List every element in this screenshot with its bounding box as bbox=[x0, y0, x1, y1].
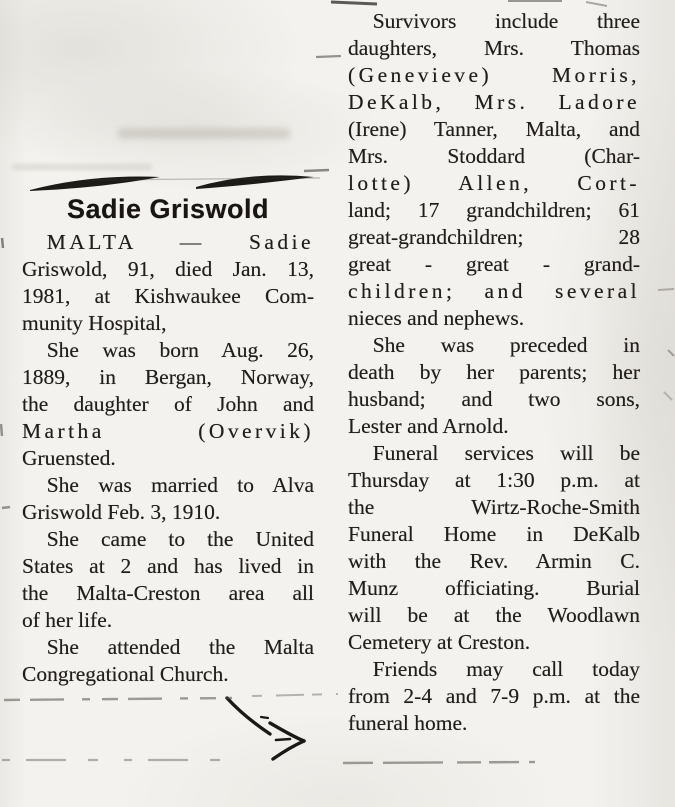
paragraph bbox=[22, 472, 314, 526]
text-line: funeral home. bbox=[348, 711, 468, 735]
text-line: will be at the Woodlawn bbox=[348, 603, 640, 627]
text-line: She was married to Alva bbox=[46, 473, 314, 497]
paragraph bbox=[22, 526, 314, 634]
edge-tick bbox=[586, 2, 607, 6]
text-line: Thursday at 1:30 p.m. at bbox=[348, 468, 640, 492]
gutter-dash bbox=[304, 170, 329, 171]
scan-streak bbox=[252, 694, 338, 696]
scan-streak bbox=[343, 762, 535, 763]
text-line: Funeral Home in DeKalb bbox=[348, 522, 640, 546]
text-line: Friends may call today bbox=[372, 657, 640, 681]
text-line: munity Hospital, bbox=[22, 311, 167, 335]
ink-swoosh-right bbox=[196, 175, 314, 189]
arrow-head-upper bbox=[270, 723, 304, 741]
text-line: Martha (Overvik) bbox=[22, 419, 314, 443]
text-line: Funeral services will be bbox=[372, 441, 640, 465]
text-line: Lester and Arnold. bbox=[348, 414, 509, 438]
text-line: Griswold Feb. 3, 1910. bbox=[22, 500, 221, 524]
text-line: Cemetery at Creston. bbox=[348, 630, 531, 654]
text-line: Mrs. Stoddard (Char- bbox=[348, 144, 640, 168]
text-line: DeKalb, Mrs. Ladore bbox=[348, 90, 640, 114]
text-line: (Irene) Tanner, Malta, and bbox=[348, 117, 640, 141]
text-line: lotte) Allen, Cort- bbox=[348, 171, 640, 195]
text-line: States at 2 and has lived in bbox=[22, 554, 314, 578]
edge-tick bbox=[2, 238, 3, 248]
scan-streak bbox=[4, 698, 232, 700]
obituary-headline: Sadie Griswold bbox=[66, 194, 270, 224]
text-line: of her life. bbox=[22, 608, 113, 632]
paragraph bbox=[348, 8, 640, 332]
paragraph bbox=[22, 229, 314, 337]
ink-swoosh-left bbox=[30, 177, 160, 191]
text-line: nieces and nephews. bbox=[348, 306, 525, 330]
text-line: She was preceded in bbox=[372, 333, 640, 357]
gutter-dash bbox=[316, 56, 341, 57]
paragraph bbox=[22, 337, 314, 472]
text-line: the Malta-Creston area all bbox=[22, 581, 314, 605]
text-line: MALTA — Sadie bbox=[46, 230, 314, 254]
edge-tick bbox=[1, 424, 2, 436]
text-line: 1981, at Kishwaukee Com- bbox=[22, 284, 314, 308]
edge-tick bbox=[2, 507, 10, 508]
text-line: the daughter of John and bbox=[22, 392, 314, 416]
paragraph bbox=[22, 634, 314, 688]
paragraph bbox=[348, 656, 640, 737]
ink-underline-faint bbox=[86, 178, 320, 180]
text-line: Gruensted. bbox=[22, 446, 116, 470]
right-column bbox=[348, 8, 640, 737]
arrow-dot bbox=[261, 717, 268, 718]
text-line: (Genevieve) Morris, bbox=[348, 63, 640, 87]
edge-tick bbox=[664, 392, 672, 400]
text-line: land; 17 grandchildren; 61 bbox=[348, 198, 640, 222]
faded-ink-smudge bbox=[118, 128, 290, 139]
arrow-tick bbox=[276, 739, 290, 740]
text-line: She attended the Malta bbox=[46, 635, 314, 659]
arrow-head-lower bbox=[273, 741, 304, 759]
text-line: husband; and two sons, bbox=[348, 387, 640, 411]
text-line: Munz officiating. Burial bbox=[348, 576, 640, 600]
text-line: Congregational Church. bbox=[22, 662, 229, 686]
faded-ink-smudge bbox=[12, 164, 152, 170]
arrow-shaft bbox=[227, 698, 270, 734]
text-line: children; and several bbox=[348, 279, 640, 303]
text-line: death by her parents; her bbox=[348, 360, 640, 384]
text-line: 1889, in Bergan, Norway, bbox=[22, 365, 314, 389]
text-line: great-grandchildren; 28 bbox=[348, 225, 640, 249]
text-line: She came to the United bbox=[46, 527, 314, 551]
text-line: She was born Aug. 26, bbox=[46, 338, 314, 362]
hand-drawn-arrow-icon bbox=[227, 698, 304, 759]
text-line: the Wirtz-Roche-Smith bbox=[348, 495, 640, 519]
paragraph bbox=[348, 332, 640, 440]
text-line: daughters, Mrs. Thomas bbox=[348, 36, 640, 60]
text-line: great - great - grand- bbox=[348, 252, 640, 276]
edge-tick bbox=[331, 2, 377, 4]
text-line: Survivors include three bbox=[372, 9, 640, 33]
text-line: Griswold, 91, died Jan. 13, bbox=[22, 257, 314, 281]
text-line: from 2-4 and 7-9 p.m. at the bbox=[348, 684, 640, 708]
edge-tick bbox=[658, 289, 674, 290]
text-line: with the Rev. Armin C. bbox=[348, 549, 640, 573]
edge-tick bbox=[668, 350, 674, 356]
paragraph bbox=[348, 440, 640, 656]
left-column bbox=[22, 229, 314, 688]
